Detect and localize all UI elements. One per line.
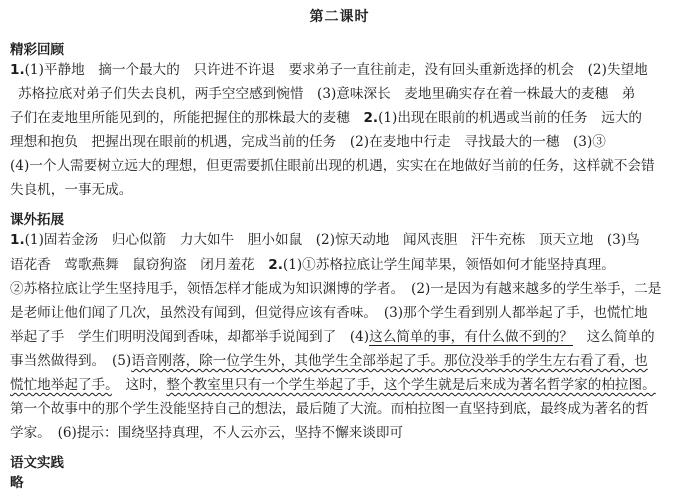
- extension-line-8: [10, 400, 649, 418]
- line-text: 这么简单的: [573, 329, 655, 345]
- item-number: 1.: [10, 62, 25, 78]
- underlined-text: 这么简单的事，有什么做不到的？: [369, 329, 574, 345]
- line-text: 这时，: [111, 377, 167, 393]
- section-heading-review: 精彩回顾: [10, 42, 64, 58]
- line-text: 理想和抱负 把握出现在眼前的机遇，完成当前的任务 (2)在麦地中行走 寻找最大的一穗 (3)③: [10, 134, 606, 150]
- review-line-1: [10, 61, 648, 79]
- line-text: (1)平静地 摘一个最大的 只许进不许退 要求弟子一直往前走，没有回头重新选择的机会 (2)失望地: [24, 62, 648, 78]
- section-heading-practice: 语文实践: [10, 455, 64, 471]
- line-text: (4)一个人需要树立远大的理想，但更需要抓住眼前出现的机遇，实实在在地做好当前的任务，这样就不会错: [10, 158, 655, 174]
- practice-line-1: [10, 474, 24, 492]
- line-text: 是老师让他们闻了几次，虽然没有闻到，但觉得应该有香味。 (3)那个学生看到别人都举起了手，也慌忙地: [10, 305, 648, 321]
- line-text: 事当然做得到。 (5): [10, 353, 132, 369]
- extension-line-3: [10, 280, 661, 298]
- line-text: 苏格拉底对弟子们失去良机，两手空空感到惋惜 (3)意味深长 麦地里确实存在着一株最大的麦穗 弟: [18, 86, 636, 102]
- item-number: 1.: [10, 232, 25, 248]
- line-text: 第一个故事中的那个学生没能坚持自己的想法，最后随了大流。而柏拉图一直坚持到底，最终成为著名的哲: [10, 401, 649, 417]
- line-text: 学家。 (6)提示：围绕坚持真理，不人云亦云，坚持不懈来谈即可: [10, 425, 404, 441]
- item-number: 2.: [363, 110, 379, 126]
- line-text: (1)①苏格拉底让学生闻苹果，领悟如何才能坚持真理。: [282, 257, 615, 273]
- review-line-4: [10, 133, 606, 151]
- line-text: 失良机，一事无成。: [10, 182, 133, 198]
- line-text: 子们在麦地里所能见到的，所能把握住的那株最大的麦穗: [10, 110, 364, 126]
- line-text: ②苏格拉底让学生坚持甩手，领悟怎样才能成为知识渊博的学者。 (2)一是因为有越来越多的学生举手，二是: [10, 281, 662, 297]
- extension-line-6: [10, 352, 648, 370]
- line-text: 略: [10, 475, 24, 491]
- line-text: 语花香 莺歌燕舞 鼠窃狗盗 闭月羞花: [10, 257, 269, 273]
- line-text: (1)固若金汤 归心似箭 力大如牛 胆小如鼠 (2)惊天动地 闻风丧胆 汗牛充栋 顶天立地 (3)鸟: [24, 232, 640, 248]
- item-number: 2.: [268, 257, 283, 273]
- wavy-underlined-text: 慌忙地举起了手。: [10, 377, 112, 393]
- section-heading-extension: 课外拓展: [10, 212, 64, 228]
- extension-line-7: [10, 376, 656, 394]
- review-line-5: [10, 157, 655, 175]
- page-title: 第二课时: [309, 9, 370, 25]
- extension-line-4: [10, 304, 648, 322]
- review-line-6: [10, 181, 132, 199]
- extension-line-9: [10, 424, 403, 442]
- extension-line-1: [10, 231, 640, 249]
- line-text: 举起了手 学生们明明没闻到香味，却都举手说闻到了 (4): [10, 329, 370, 345]
- extension-line-5: [10, 328, 655, 346]
- line-text: (1)出现在眼前的机遇或当前的任务 远大的: [378, 110, 643, 126]
- extension-line-2: [10, 256, 615, 274]
- review-line-3: [10, 109, 642, 127]
- wavy-underlined-text: 整个教室里只有一个学生举起了手，这个学生就是后来成为著名哲学家的柏拉图。: [166, 377, 656, 393]
- review-line-2: [18, 85, 635, 103]
- wavy-underlined-text: 语音刚落，除一位学生外，其他学生全部举起了手。那位没举手的学生左右看了看，也: [131, 353, 648, 369]
